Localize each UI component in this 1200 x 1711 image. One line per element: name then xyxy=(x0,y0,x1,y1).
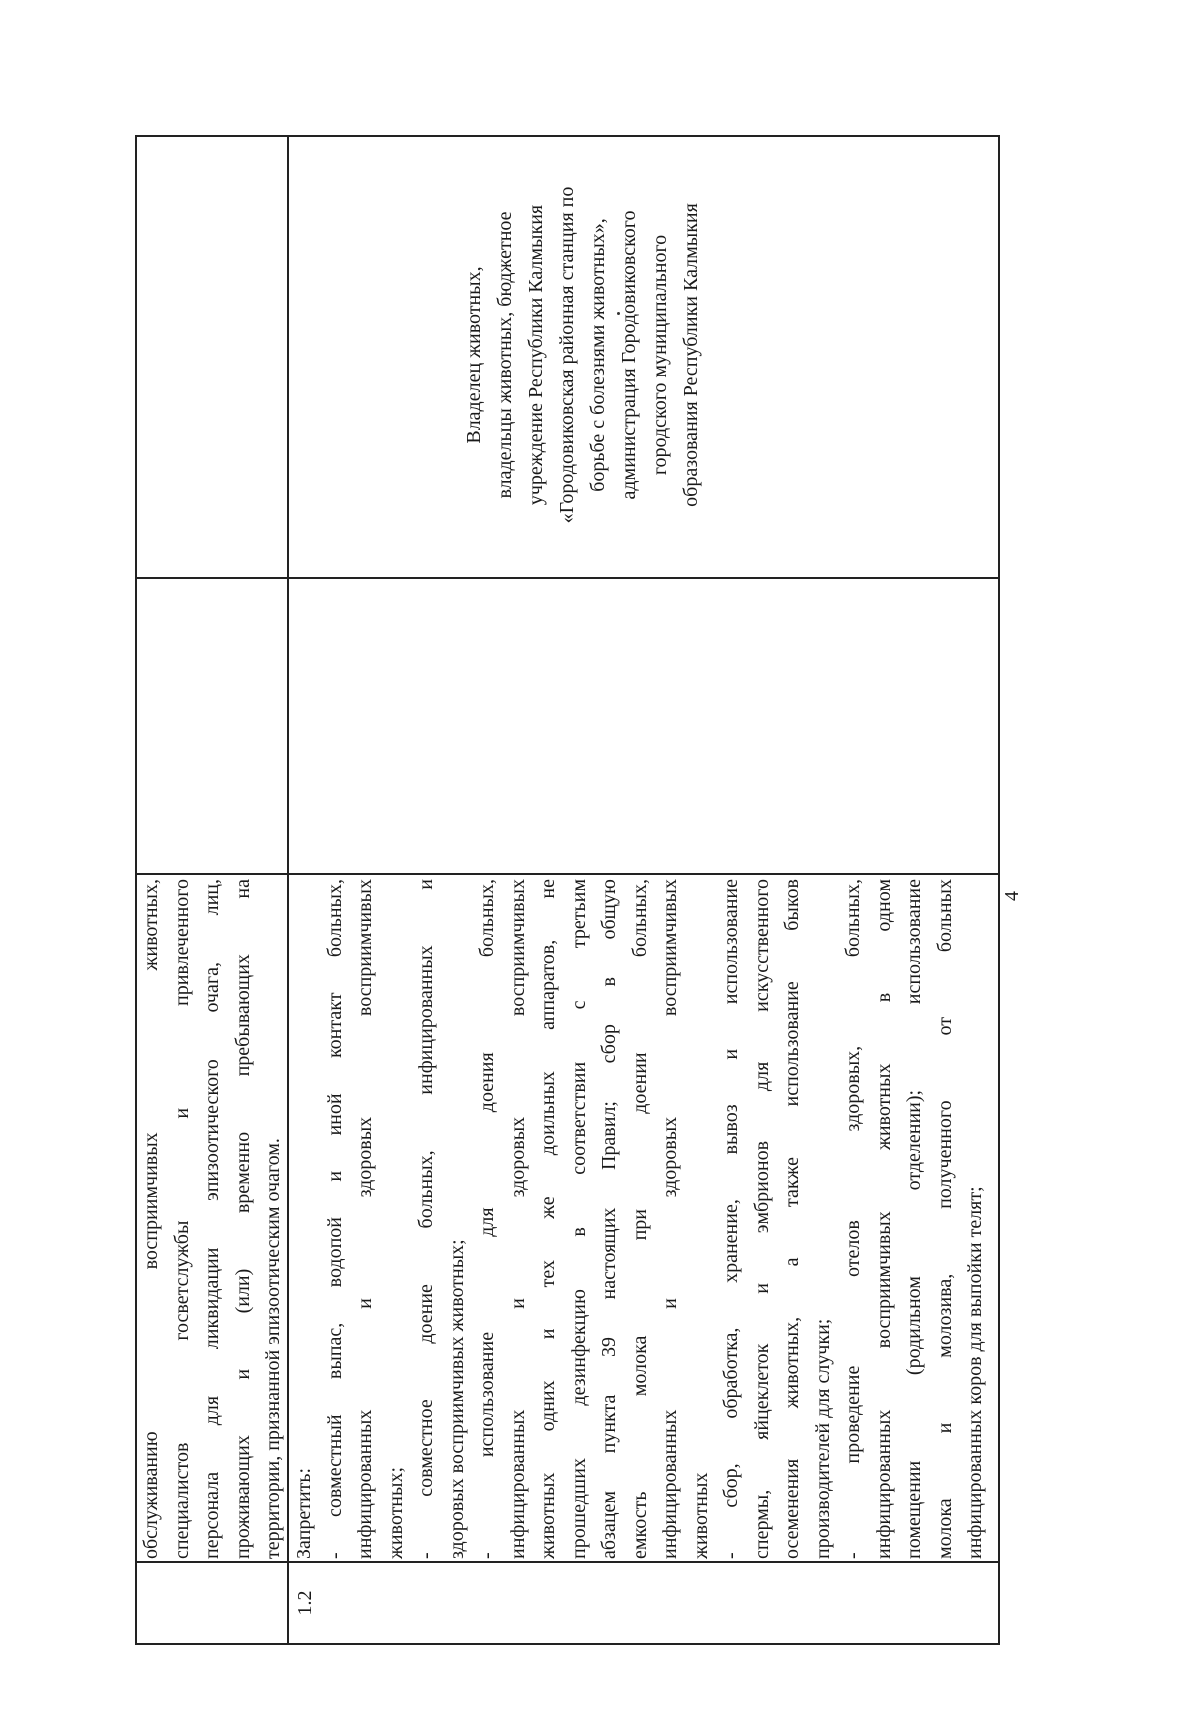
measure-line: емкость молока при доении больных, xyxy=(628,879,651,1559)
measure-line: животных одних и тех же доильных аппаратов, не xyxy=(537,879,559,1559)
column-divider-measures xyxy=(137,873,998,875)
continuation-line: территории, признанной эпизоотическим очагом. xyxy=(262,1138,284,1559)
measure-line: инфицированных коров для выпойки телят; xyxy=(964,1186,986,1559)
responsible-line: учреждение Республики Калмыкия xyxy=(525,204,547,506)
page-number: 4 xyxy=(1001,891,1023,901)
responsible-cell xyxy=(459,133,707,577)
measure-line: - совместное доение больных, инфицированных и xyxy=(415,879,437,1559)
measure-line: осеменения животных, а также использование быков xyxy=(781,879,803,1559)
measure-line: помещении (родильном отделении); использование xyxy=(903,879,925,1559)
measure-line: Запретить: xyxy=(293,1467,315,1559)
measure-line: животных xyxy=(689,1472,712,1559)
responsible-line: Владелец животных, xyxy=(463,266,485,444)
measure-line: молока и молозива, полученного от больных xyxy=(933,879,956,1559)
responsible-line: городского муниципального xyxy=(649,234,671,476)
responsible-line: образования Республики Калмыкия xyxy=(680,203,702,507)
measure-line: - сбор, обработка, хранение, вывоз и использование xyxy=(720,879,742,1559)
continuation-line: персонала для ликвидации эпизоотического очага, лиц, xyxy=(201,879,223,1559)
measure-line: - проведение отелов здоровых, больных, xyxy=(842,879,864,1559)
column-divider-deadline xyxy=(137,577,998,579)
measures-cell xyxy=(289,879,991,1559)
continuation-line: обслуживанию восприимчивых животных, xyxy=(140,879,162,1559)
responsible-line: администрация Городовиковского xyxy=(618,210,640,500)
measures-table xyxy=(135,135,1000,1645)
responsible-line: «Городовиковская районная станция по xyxy=(556,186,578,524)
continuation-cell xyxy=(136,879,289,1559)
measure-line: здоровых восприимчивых животных; xyxy=(445,1239,468,1559)
measure-line: инфицированных и здоровых восприимчивых xyxy=(354,879,376,1559)
measure-line: абзацем пункта 39 настоящих Правил; сбор в общую xyxy=(598,879,620,1559)
measure-line: инфицированных восприимчивых животных в одном xyxy=(872,879,895,1559)
section-number: 1.2 xyxy=(294,1590,316,1616)
measure-line: производителей для случки; xyxy=(811,1318,834,1559)
measure-line: - использование для доения больных, xyxy=(476,879,498,1559)
responsible-line: владельцы животных, бюджетное xyxy=(494,211,516,499)
measure-line: - совместный выпас, водопой и иной контакт больных, xyxy=(323,879,346,1559)
measure-line: животных; xyxy=(384,1466,407,1559)
measure-line: прошедших дезинфекцию в соответствии с третьим xyxy=(567,879,590,1559)
measure-line: спермы, яйцеклеток и эмбрионов для искусственного xyxy=(750,879,773,1559)
rotated-page xyxy=(0,139,1200,1711)
measure-line: инфицированных и здоровых восприимчивых xyxy=(659,879,681,1559)
column-divider-number xyxy=(137,1561,998,1563)
responsible-line: борьбе с болезнями животных», xyxy=(587,218,609,492)
continuation-line: проживающих и (или) временно пребывающих на xyxy=(231,879,254,1559)
measure-line: инфицированных и здоровых восприимчивых xyxy=(506,879,529,1559)
continuation-line: специалистов госветслужбы и привлеченного xyxy=(170,879,193,1559)
